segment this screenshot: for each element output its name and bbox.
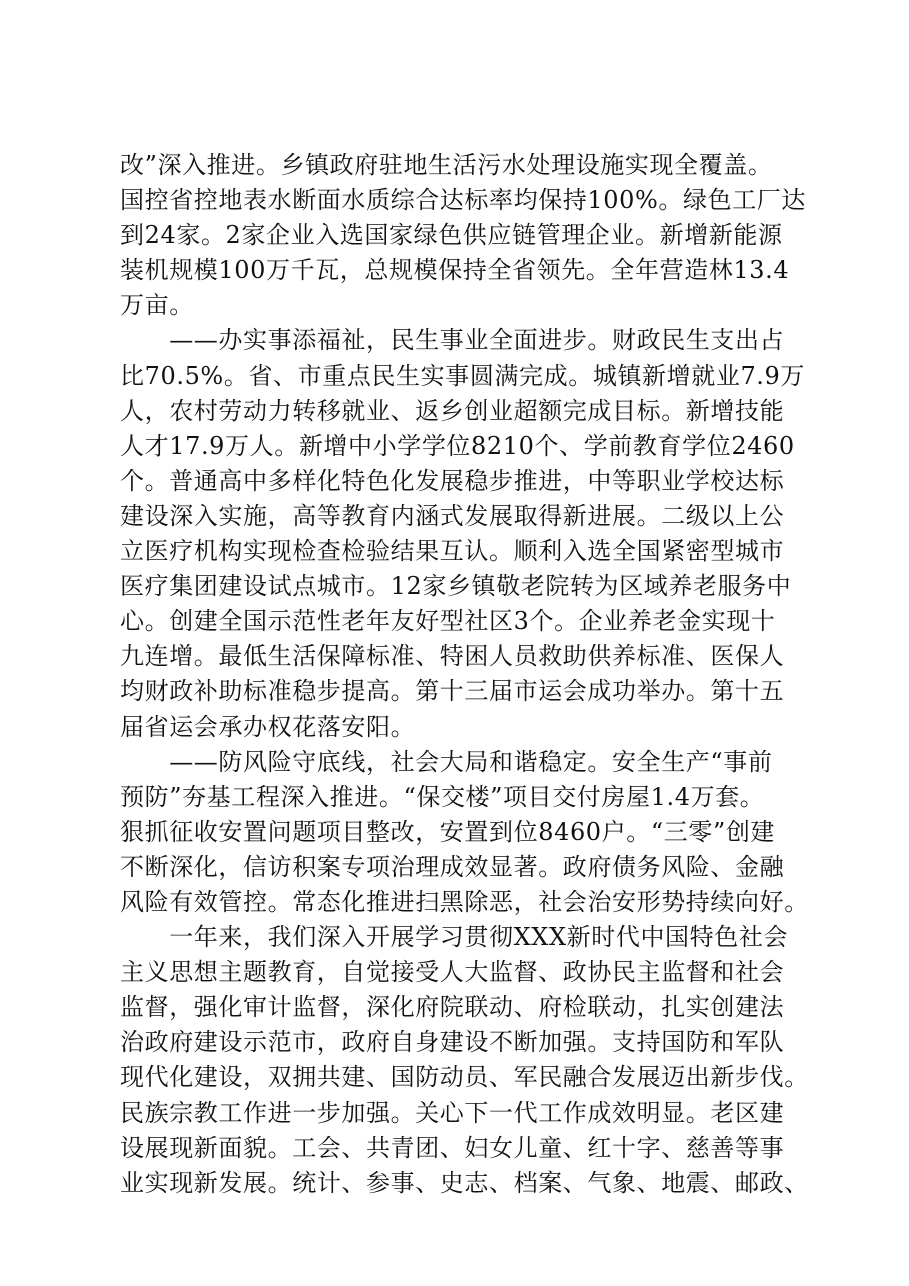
text-line: 监督，强化审计监督，深化府院联动、府检联动，扎实创建法 bbox=[120, 993, 785, 1022]
text-line: 比70.5%。省、市重点民生实事圆满完成。城镇新增就业7.9万 bbox=[120, 361, 806, 390]
document-body bbox=[120, 148, 809, 1201]
text-line: 个。普通高中多样化特色化发展稳步推进，中等职业学校达标 bbox=[120, 466, 785, 495]
paragraph-start-line: 一年来，我们深入开展学习贯彻XXX新时代中国特色社会 bbox=[120, 923, 789, 952]
paragraph-start-line: ——防风险守底线，社会大局和谐稳定。安全生产“事前 bbox=[120, 747, 773, 776]
text-line: 医疗集团建设试点城市。12家乡镇敬老院转为区域养老服务中 bbox=[120, 572, 792, 601]
text-line: 治政府建设示范市，政府自身建设不断加强。支持国防和军队 bbox=[120, 1028, 785, 1057]
text-line: 狠抓征收安置问题项目整改，安置到位8460户。“三零”创建 bbox=[120, 817, 776, 846]
text-line: 九连增。最低生活保障标准、特困人员救助供养标准、医保人 bbox=[120, 642, 785, 671]
text-line: 万亩。 bbox=[120, 291, 194, 320]
text-line: 立医疗机构实现检查检验结果互认。顺利入选全国紧密型城市 bbox=[120, 537, 785, 566]
text-line: 人才17.9万人。新增中小学学位8210个、学前教育学位2460 bbox=[120, 431, 795, 460]
text-line: 风险有效管控。常态化推进扫黑除恶，社会治安形势持续向好。 bbox=[120, 887, 809, 916]
text-line: 装机规模100万千瓦，总规模保持全省领先。全年营造林13.4 bbox=[120, 256, 790, 285]
text-line: 不断深化，信访积案专项治理成效显著。政府债务风险、金融 bbox=[120, 852, 785, 881]
text-line: 主义思想主题教育，自觉接受人大监督、政协民主监督和社会 bbox=[120, 958, 785, 987]
text-line: 预防”夯基工程深入推进。“保交楼”项目交付房屋1.4万套。 bbox=[120, 782, 765, 811]
text-line: 改”深入推进。乡镇政府驻地生活污水处理设施实现全覆盖。 bbox=[120, 151, 773, 179]
text-line: 国控省控地表水断面水质综合达标率均保持100%。绿色工厂达 bbox=[120, 186, 807, 215]
text-line: 均财政补助标准稳步提高。第十三届市运会成功举办。第十五 bbox=[120, 677, 785, 706]
text-line: 现代化建设，双拥共建、国防动员、军民融合发展迈出新步伐。 bbox=[120, 1063, 809, 1092]
text-line: 业实现新发展。统计、参事、史志、档案、气象、地震、邮政、 bbox=[120, 1168, 809, 1197]
text-line: 心。创建全国示范性老年友好型社区3个。企业养老金实现十 bbox=[120, 607, 776, 636]
paragraph-start-line: ——办实事添福祉，民生事业全面进步。财政民生支出占 bbox=[120, 326, 785, 355]
text-line: 设展现新面貌。工会、共青团、妇女儿童、红十字、慈善等事 bbox=[120, 1133, 785, 1162]
text-line: 建设深入实施，高等教育内涵式发展取得新进展。二级以上公 bbox=[120, 501, 785, 530]
text-line: 到24家。2家企业入选国家绿色供应链管理企业。新增新能源 bbox=[120, 221, 783, 250]
text-line: 人，农村劳动力转移就业、返乡创业超额完成目标。新增技能 bbox=[120, 396, 785, 425]
text-line: 民族宗教工作进一步加强。关心下一代工作成效明显。老区建 bbox=[120, 1098, 785, 1127]
text-line: 届省运会承办权花落安阳。 bbox=[120, 712, 416, 741]
